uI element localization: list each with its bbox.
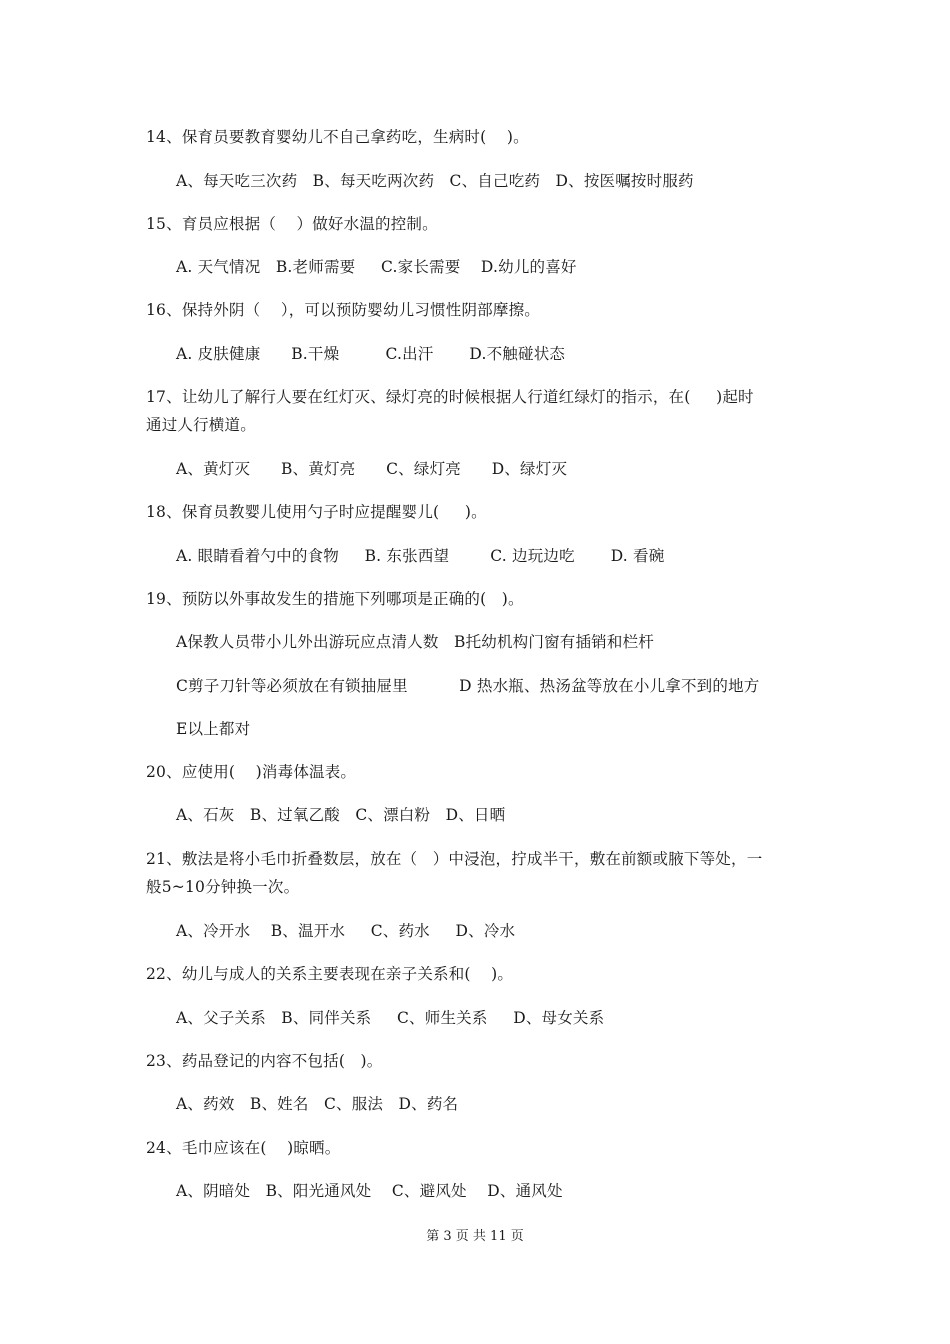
options-16: A. 皮肤健康 B.干燥 C.出汗 D.不触碰状态	[176, 345, 566, 363]
question-15: 15、育员应根据（ ）做好水温的控制。	[146, 215, 438, 233]
question-17: 17、让幼儿了解行人要在红灯灭、绿灯亮的时候根据人行道红绿灯的指示，在( )起时	[146, 388, 754, 406]
options-14: A、每天吃三次药 B、每天吃两次药 C、自己吃药 D、按医嘱按时服药	[176, 172, 694, 190]
question-20: 20、应使用( )消毒体温表。	[146, 763, 357, 781]
options-19-e: E以上都对	[176, 720, 251, 738]
question-22: 22、幼儿与成人的关系主要表现在亲子关系和( )。	[146, 965, 514, 983]
question-23: 23、药品登记的内容不包括( )。	[146, 1052, 383, 1070]
options-23: A、药效 B、姓名 C、服法 D、药名	[176, 1095, 459, 1113]
options-24: A、阴暗处 B、阳光通风处 C、避风处 D、通风处	[176, 1182, 563, 1200]
question-14: 14、保育员要教育婴幼儿不自己拿药吃，生病时( )。	[146, 128, 529, 146]
question-16: 16、保持外阴（ ），可以预防婴幼儿习惯性阴部摩擦。	[146, 301, 540, 319]
question-18: 18、保育员教婴儿使用勺子时应提醒婴儿( )。	[146, 503, 487, 521]
options-15: A. 天气情况 B.老师需要 C.家长需要 D.幼儿的喜好	[176, 258, 577, 276]
page-number-footer: 第 3 页 共 11 页	[426, 1229, 524, 1244]
question-24: 24、毛巾应该在( )晾晒。	[146, 1139, 341, 1157]
question-19: 19、预防以外事故发生的措施下列哪项是正确的( )。	[146, 590, 524, 608]
options-18: A. 眼睛看着勺中的食物 B. 东张西望 C. 边玩边吃 D. 看碗	[176, 547, 665, 565]
options-19-cd: C剪子刀针等必须放在有锁抽屉里 D 热水瓶、热汤盆等放在小儿拿不到的地方	[176, 677, 760, 695]
options-21: A、冷开水 B、温开水 C、药水 D、冷水	[176, 922, 516, 940]
options-22: A、父子关系 B、同伴关系 C、师生关系 D、母女关系	[176, 1009, 605, 1027]
options-20: A、石灰 B、过氧乙酸 C、漂白粉 D、日晒	[176, 806, 506, 824]
options-17: A、黄灯灭 B、黄灯亮 C、绿灯亮 D、绿灯灭	[176, 460, 568, 478]
options-19-ab: A保教人员带小儿外出游玩应点清人数 B托幼机构门窗有插销和栏杆	[176, 633, 654, 651]
question-21-continued: 般5~10分钟换一次。	[146, 878, 300, 896]
question-17-continued: 通过人行横道。	[146, 416, 256, 434]
question-21: 21、敷法是将小毛巾折叠数层，放在（ ）中浸泡，拧成半干，敷在前额或腋下等处，一	[146, 850, 763, 868]
